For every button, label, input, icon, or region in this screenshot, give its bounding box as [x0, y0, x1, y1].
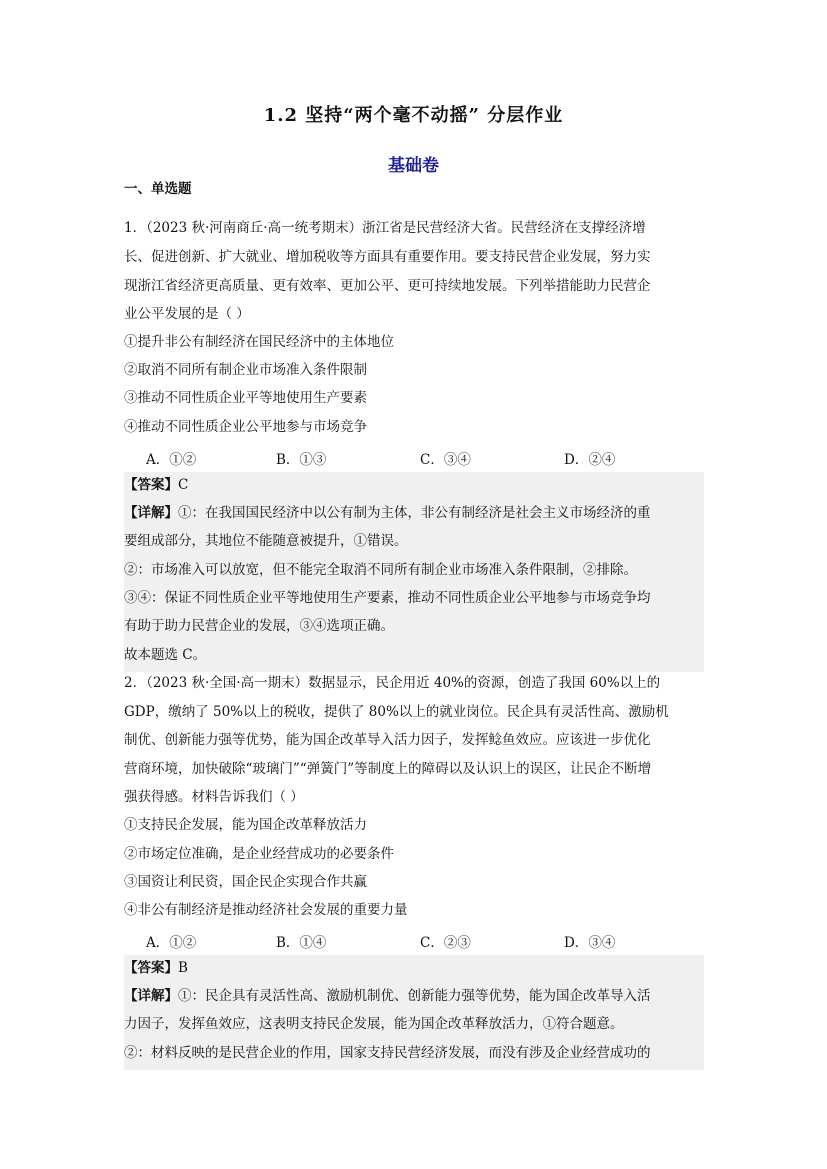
q2-item: ②市场定位准确，是企业经营成功的必要条件	[124, 846, 394, 862]
q2-item: ①支持民企发展，能为国企改革释放活力	[124, 817, 367, 833]
q1-option-c: C．③④	[420, 452, 471, 468]
q2-stem-line: GDP，缴纳了 50%以上的税收，提供了 80%以上的就业岗位。民企具有灵活性高、激励机	[124, 704, 669, 720]
q2-item: ④非公有制经济是推动经济社会发展的重要力量	[124, 902, 408, 918]
q2-option-a: A．①②	[146, 935, 197, 951]
q1-options	[146, 448, 694, 468]
q1-detail-line: 要组成部分，其地位不能随意被提升，①错误。	[124, 533, 408, 549]
q2-options	[146, 931, 694, 951]
q1-detail-line	[124, 503, 651, 523]
q1-stem-line: 现浙江省经济更高质量、更有效率、更加公平、更可持续地发展。下列举措能助力民营企	[124, 278, 651, 294]
q2-stem-line: 强获得感。材料告诉我们（ ）	[124, 789, 304, 805]
q2-option-b: B．①④	[276, 935, 327, 951]
q1-answer	[124, 475, 188, 495]
q1-item: ③推动不同性质企业平等地使用生产要素	[124, 390, 367, 406]
answer-label: 【答案】	[124, 477, 178, 493]
answer-value: C	[178, 477, 189, 493]
q2-detail-line: 力因子，发挥鱼效应，这表明支持民企发展，能为国企改革释放活力，①符合题意。	[124, 1016, 624, 1032]
detail-label: 【详解】	[124, 505, 178, 521]
q1-option-d: D．②④	[564, 452, 616, 468]
answer-label: 【答案】	[124, 960, 178, 976]
q1-detail-line: 有助于助力民营企业的发展，③④选项正确。	[124, 618, 394, 634]
q2-item: ③国资让利民资，国企民企实现合作共赢	[124, 874, 367, 890]
document-title: 1.2 坚持“两个毫不动摇” 分层作业	[263, 105, 564, 126]
q1-option-a: A．①②	[146, 452, 197, 468]
detail-text: ①：在我国国民经济中以公有制为主体，非公有制经济是社会主义市场经济的重	[178, 505, 651, 521]
answer-value: B	[178, 960, 188, 976]
q1-stem-line: 业公平发展的是（ ）	[124, 306, 250, 322]
section-title: 基础卷	[388, 156, 439, 176]
q2-stem-line: 2．（2023 秋·全国·高一期末）数据显示，民企用近 40%的资源，创造了我国 60%以上的	[124, 675, 661, 691]
q1-detail-line: 故本题选 C。	[124, 647, 207, 663]
q2-option-d: D．③④	[564, 935, 616, 951]
q1-stem-line: 长、促进创新、扩大就业、增加税收等方面具有重要作用。要支持民营企业发展，努力实	[124, 249, 651, 265]
q2-detail-line: ②：材料反映的是民营企业的作用，国家支持民营经济发展，而没有涉及企业经营成功的	[124, 1045, 651, 1061]
detail-text: ①：民企具有灵活性高、激励机制优、创新能力强等优势，能为国企改革导入活	[178, 988, 651, 1004]
q1-option-b: B．①③	[276, 452, 327, 468]
q1-item: ④推动不同性质企业公平地参与市场竞争	[124, 419, 367, 435]
q2-stem-line: 营商环境，加快破除“玻璃门”“弹簧门”等制度上的障碍以及认识上的误区，让民企不断增	[124, 761, 652, 777]
q1-detail-line: ②：市场准入可以放宽，但不能完全取消不同所有制企业市场准入条件限制，②排除。	[124, 562, 637, 578]
part-heading: 一、单选题	[124, 181, 192, 197]
q1-stem-line: 1．（2023 秋·河南商丘·高一统考期末）浙江省是民营经济大省。民营经济在支撑经济增	[124, 220, 646, 236]
q1-detail-line: ③④：保证不同性质企业平等地使用生产要素，推动不同性质企业公平地参与市场竞争均	[124, 590, 651, 606]
q2-answer	[124, 958, 188, 978]
q1-item: ①提升非公有制经济在国民经济中的主体地位	[124, 334, 394, 350]
q2-detail-line	[124, 986, 651, 1006]
q2-option-c: C．②③	[420, 935, 471, 951]
q2-stem-line: 制优、创新能力强等优势，能为国企改革导入活力因子，发挥鲶鱼效应。应该进一步优化	[124, 732, 651, 748]
q1-item: ②取消不同所有制企业市场准入条件限制	[124, 362, 367, 378]
detail-label: 【详解】	[124, 988, 178, 1004]
